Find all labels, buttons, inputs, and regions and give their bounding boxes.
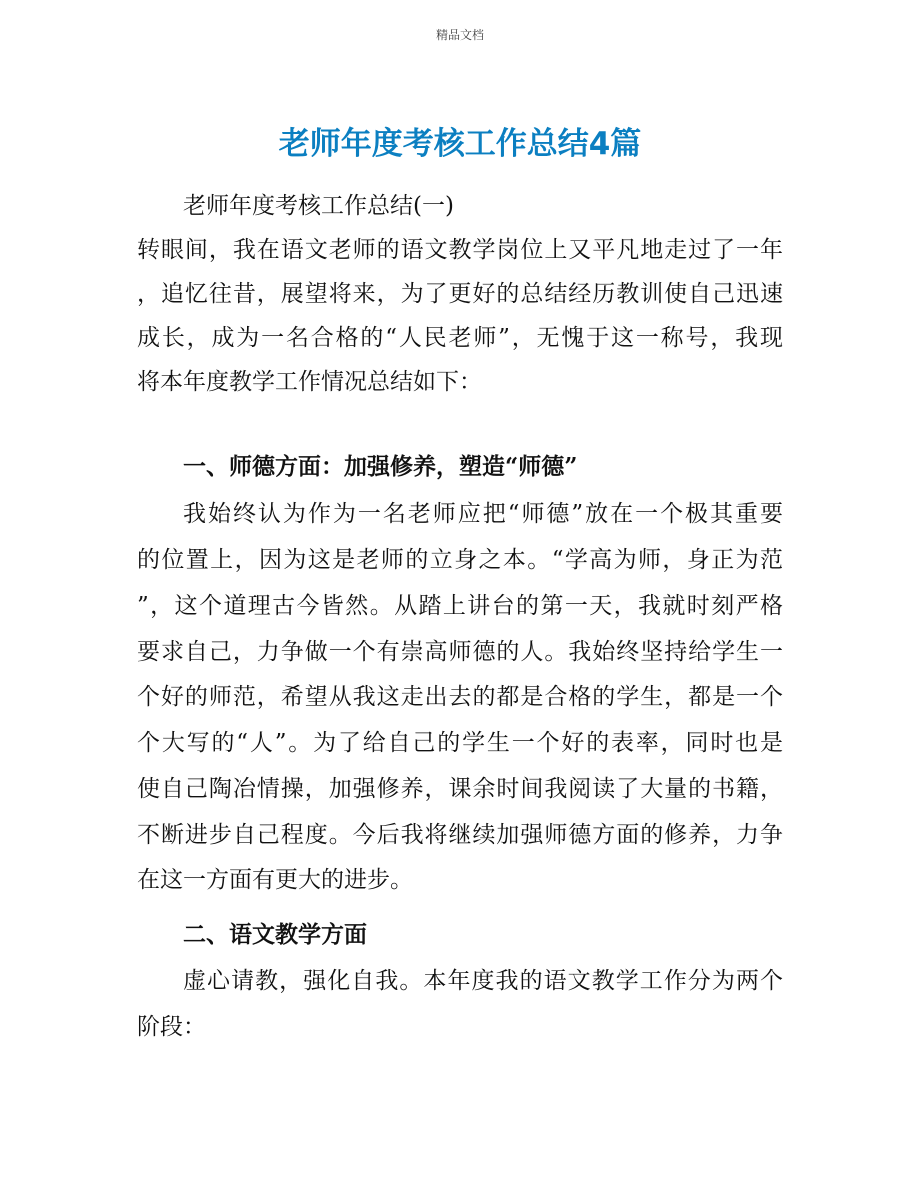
paragraph-line: 转眼间，我在语文老师的语文教学岗位上又平凡地走过了一年 xyxy=(137,237,783,263)
paragraph-line: ，追忆往昔，展望将来，为了更好的总结经历教训使自己迅速 xyxy=(137,281,783,307)
document-title: 老师年度考核工作总结4篇 xyxy=(278,126,642,162)
paragraph-line: 将本年度教学工作情况总结如下： xyxy=(137,369,482,395)
paragraph-line: 在这一方面有更大的进步。 xyxy=(137,867,413,893)
paragraph-line: 虚心请教，强化自我。本年度我的语文教学工作分为两个 xyxy=(183,968,783,994)
subtitle: 老师年度考核工作总结(一) xyxy=(183,193,454,219)
paragraph-line: 个大写的“人”。为了给自己的学生一个好的表率，同时也是 xyxy=(137,730,783,756)
paragraph-line: ”，这个道理古今皆然。从踏上讲台的第一天，我就时刻严格 xyxy=(137,593,783,619)
page-header: 精品文档 xyxy=(435,28,484,42)
paragraph-line: 不断进步自己程度。今后我将继续加强师德方面的修养，力争 xyxy=(137,822,783,848)
paragraph-line: 要求自己，力争做一个有崇高师德的人。我始终坚持给学生一 xyxy=(137,639,783,665)
paragraph-line: 使自己陶冶情操，加强修养，课余时间我阅读了大量的书籍， xyxy=(137,776,783,802)
paragraph-line: 的位置上，因为这是老师的立身之本。“学高为师，身正为范 xyxy=(137,547,783,573)
section-heading: 二、语文教学方面 xyxy=(183,921,367,948)
paragraph-line: 成长，成为一名合格的“人民老师”，无愧于这一称号，我现 xyxy=(137,325,783,351)
paragraph-line: 我始终认为作为一名老师应把“师德”放在一个极其重要 xyxy=(183,501,783,527)
paragraph-line: 阶段： xyxy=(137,1014,206,1040)
paragraph-line: 个好的师范，希望从我这走出去的都是合格的学生，都是一个 xyxy=(137,684,783,710)
section-heading: 一、师德方面：加强修养，塑造“师德” xyxy=(183,453,578,480)
